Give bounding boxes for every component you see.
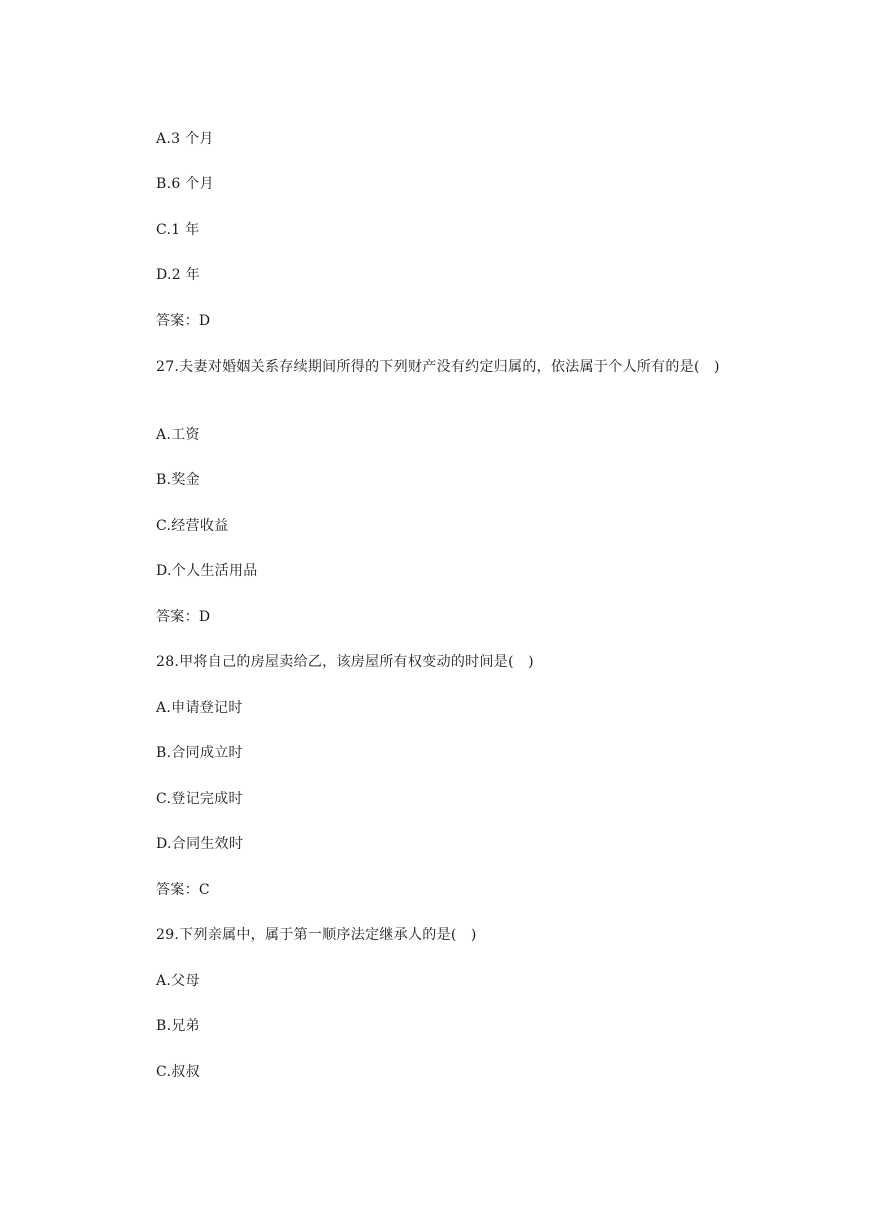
question-27-text: 27.夫妻对婚姻关系存续期间所得的下列财产没有约定归属的，依法属于个人所有的是( ) <box>156 359 720 375</box>
q29-option-a: A.父母 <box>156 973 200 989</box>
option-d: D.2 年 <box>156 267 201 283</box>
q28-answer: 答案：C <box>156 882 210 898</box>
q29-option-b: B.兄弟 <box>156 1018 200 1034</box>
q27-option-a: A.工资 <box>156 427 200 443</box>
q27-answer: 答案：D <box>156 609 211 625</box>
q29-option-c: C.叔叔 <box>156 1064 200 1080</box>
option-b: B.6 个月 <box>156 176 214 192</box>
answer: 答案：D <box>156 313 211 329</box>
q28-option-b: B.合同成立时 <box>156 745 243 761</box>
q27-option-b: B.奖金 <box>156 472 200 488</box>
q28-option-a: A.申请登记时 <box>156 700 243 716</box>
q28-option-d: D.合同生效时 <box>156 836 244 852</box>
option-a: A.3 个月 <box>156 131 214 147</box>
option-c: C.1 年 <box>156 222 200 238</box>
question-28-text: 28.甲将自己的房屋卖给乙，该房屋所有权变动的时间是( ) <box>156 654 534 670</box>
q27-option-c: C.经营收益 <box>156 518 229 534</box>
q27-option-d: D.个人生活用品 <box>156 563 258 579</box>
question-29-text: 29.下列亲属中，属于第一顺序法定继承人的是( ) <box>156 927 477 943</box>
q28-option-c: C.登记完成时 <box>156 791 243 807</box>
